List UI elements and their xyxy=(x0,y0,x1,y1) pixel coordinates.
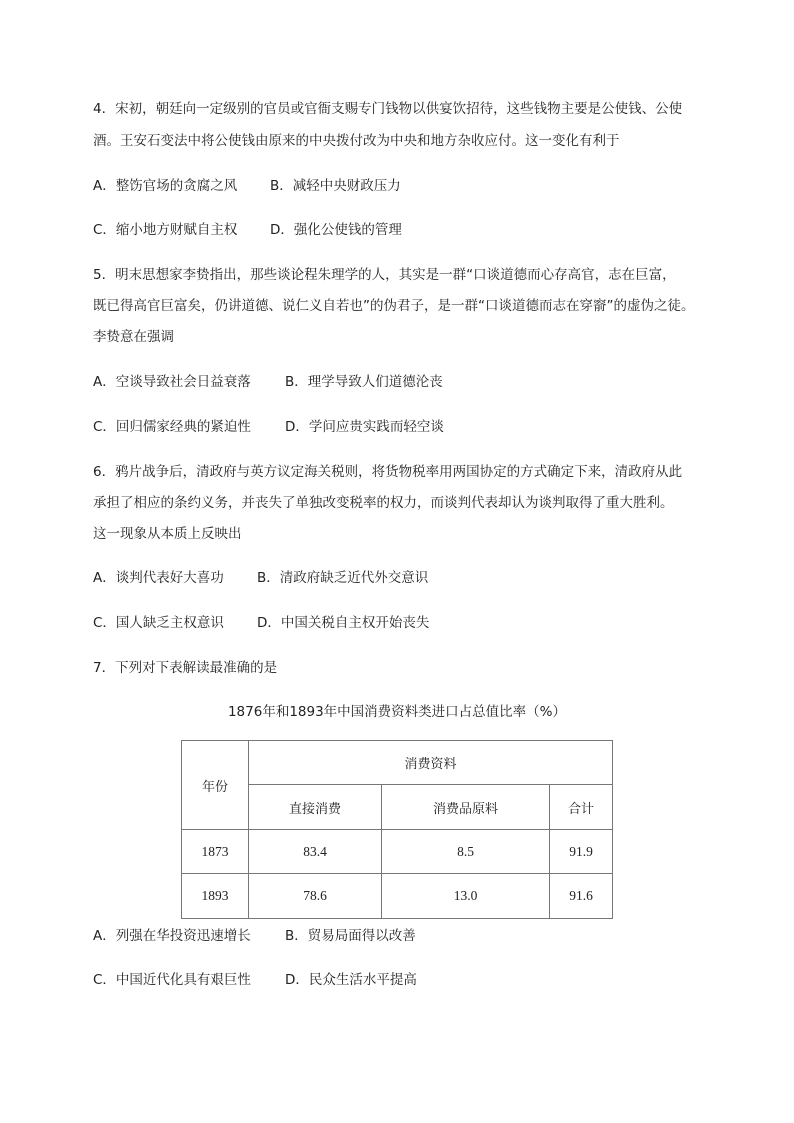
q6-stem-line-3: 这一现象从本质上反映出 xyxy=(93,526,242,542)
q5-option-a: A．空谈导致社会日益衰落 xyxy=(93,374,251,390)
q4-stem-line-2: 酒。王安石变法中将公使钱由原来的中央拨付改为中央和地方杂收应付。这一变化有利于 xyxy=(93,133,620,149)
q5-option-d: D．学问应贵实践而轻空谈 xyxy=(285,419,444,435)
q7-table-title: 1876年和1893年中国消费资料类进口占总值比率（%） xyxy=(227,704,567,720)
q5-option-b: B．理学导致人们道德沦丧 xyxy=(285,374,443,390)
table-cell-value: 78.6 xyxy=(249,874,382,919)
column-header-raw-material: 消费品原料 xyxy=(382,785,550,830)
q4-option-c: C．缩小地方财赋自主权 xyxy=(93,222,238,238)
q7-option-a: A．列强在华投资迅速增长 xyxy=(93,928,251,944)
q6-option-c: C．国人缺乏主权意识 xyxy=(93,615,224,631)
q5-stem-line-2: 既已得高官巨富矣，仍讲道德、说仁义自若也”的伪君子，是一群“口谈道德而志在穿窬”的虚伪之徒。 xyxy=(93,298,695,314)
table-header-row-1 xyxy=(182,741,613,785)
column-header-direct: 直接消费 xyxy=(249,785,382,830)
q4-option-a: A．整饬官场的贪腐之风 xyxy=(93,178,238,194)
table-row xyxy=(182,874,613,919)
q4-options-row-1 xyxy=(93,176,401,196)
q7-options-row-1 xyxy=(93,926,416,946)
q6-options-row-1 xyxy=(93,568,428,588)
group-header-cell: 消费资料 xyxy=(249,741,613,785)
year-header-cell: 年份 xyxy=(182,741,249,830)
q5-options-row-2 xyxy=(93,417,444,437)
table-cell-value: 13.0 xyxy=(382,874,550,919)
q7-option-c: C．中国近代化具有艰巨性 xyxy=(93,972,251,988)
column-header-total: 合计 xyxy=(550,785,613,830)
table-cell-year: 1873 xyxy=(182,830,249,874)
q5-option-c: C．回归儒家经典的紧迫性 xyxy=(93,419,251,435)
table-cell-value: 91.9 xyxy=(550,830,613,874)
table-cell-value: 83.4 xyxy=(249,830,382,874)
table-cell-value: 91.6 xyxy=(550,874,613,919)
q5-stem-line-1: 5．明末思想家李贽指出，那些谈论程朱理学的人，其实是一群“口谈道德而心存高官，志在巨富， xyxy=(93,267,676,283)
q4-option-d: D．强化公使钱的管理 xyxy=(270,222,402,238)
q5-options-row-1 xyxy=(93,372,443,392)
q6-option-b: B．清政府缺乏近代外交意识 xyxy=(257,570,429,586)
q5-stem-line-3: 李贽意在强调 xyxy=(93,329,174,345)
table-cell-value: 8.5 xyxy=(382,830,550,874)
q7-options-row-2 xyxy=(93,970,417,990)
q6-stem-line-2: 承担了相应的条约义务，并丧失了单独改变税率的权力，而谈判代表却认为谈判取得了重大胜利。 xyxy=(93,495,674,511)
table-row xyxy=(182,830,613,874)
q7-stem-line-1: 7．下列对下表解读最准确的是 xyxy=(93,660,278,676)
q6-stem-line-1: 6．鸦片战争后，清政府与英方议定海关税则，将货物税率用两国协定的方式确定下来，清政府从此 xyxy=(93,464,683,480)
q4-stem-line-1: 4．宋初，朝廷向一定级别的官员或官衙支赐专门钱物以供宴饮招待，这些钱物主要是公使钱、公使 xyxy=(93,101,683,117)
q6-option-d: D．中国关税自主权开始丧失 xyxy=(257,615,430,631)
q7-data-table xyxy=(181,740,613,919)
q6-options-row-2 xyxy=(93,613,429,633)
q6-option-a: A．谈判代表好大喜功 xyxy=(93,570,224,586)
q7-option-b: B．贸易局面得以改善 xyxy=(285,928,416,944)
table-cell-year: 1893 xyxy=(182,874,249,919)
q7-option-d: D．民众生活水平提高 xyxy=(285,972,417,988)
q4-options-row-2 xyxy=(93,220,402,240)
q4-option-b: B．减轻中央财政压力 xyxy=(270,178,401,194)
